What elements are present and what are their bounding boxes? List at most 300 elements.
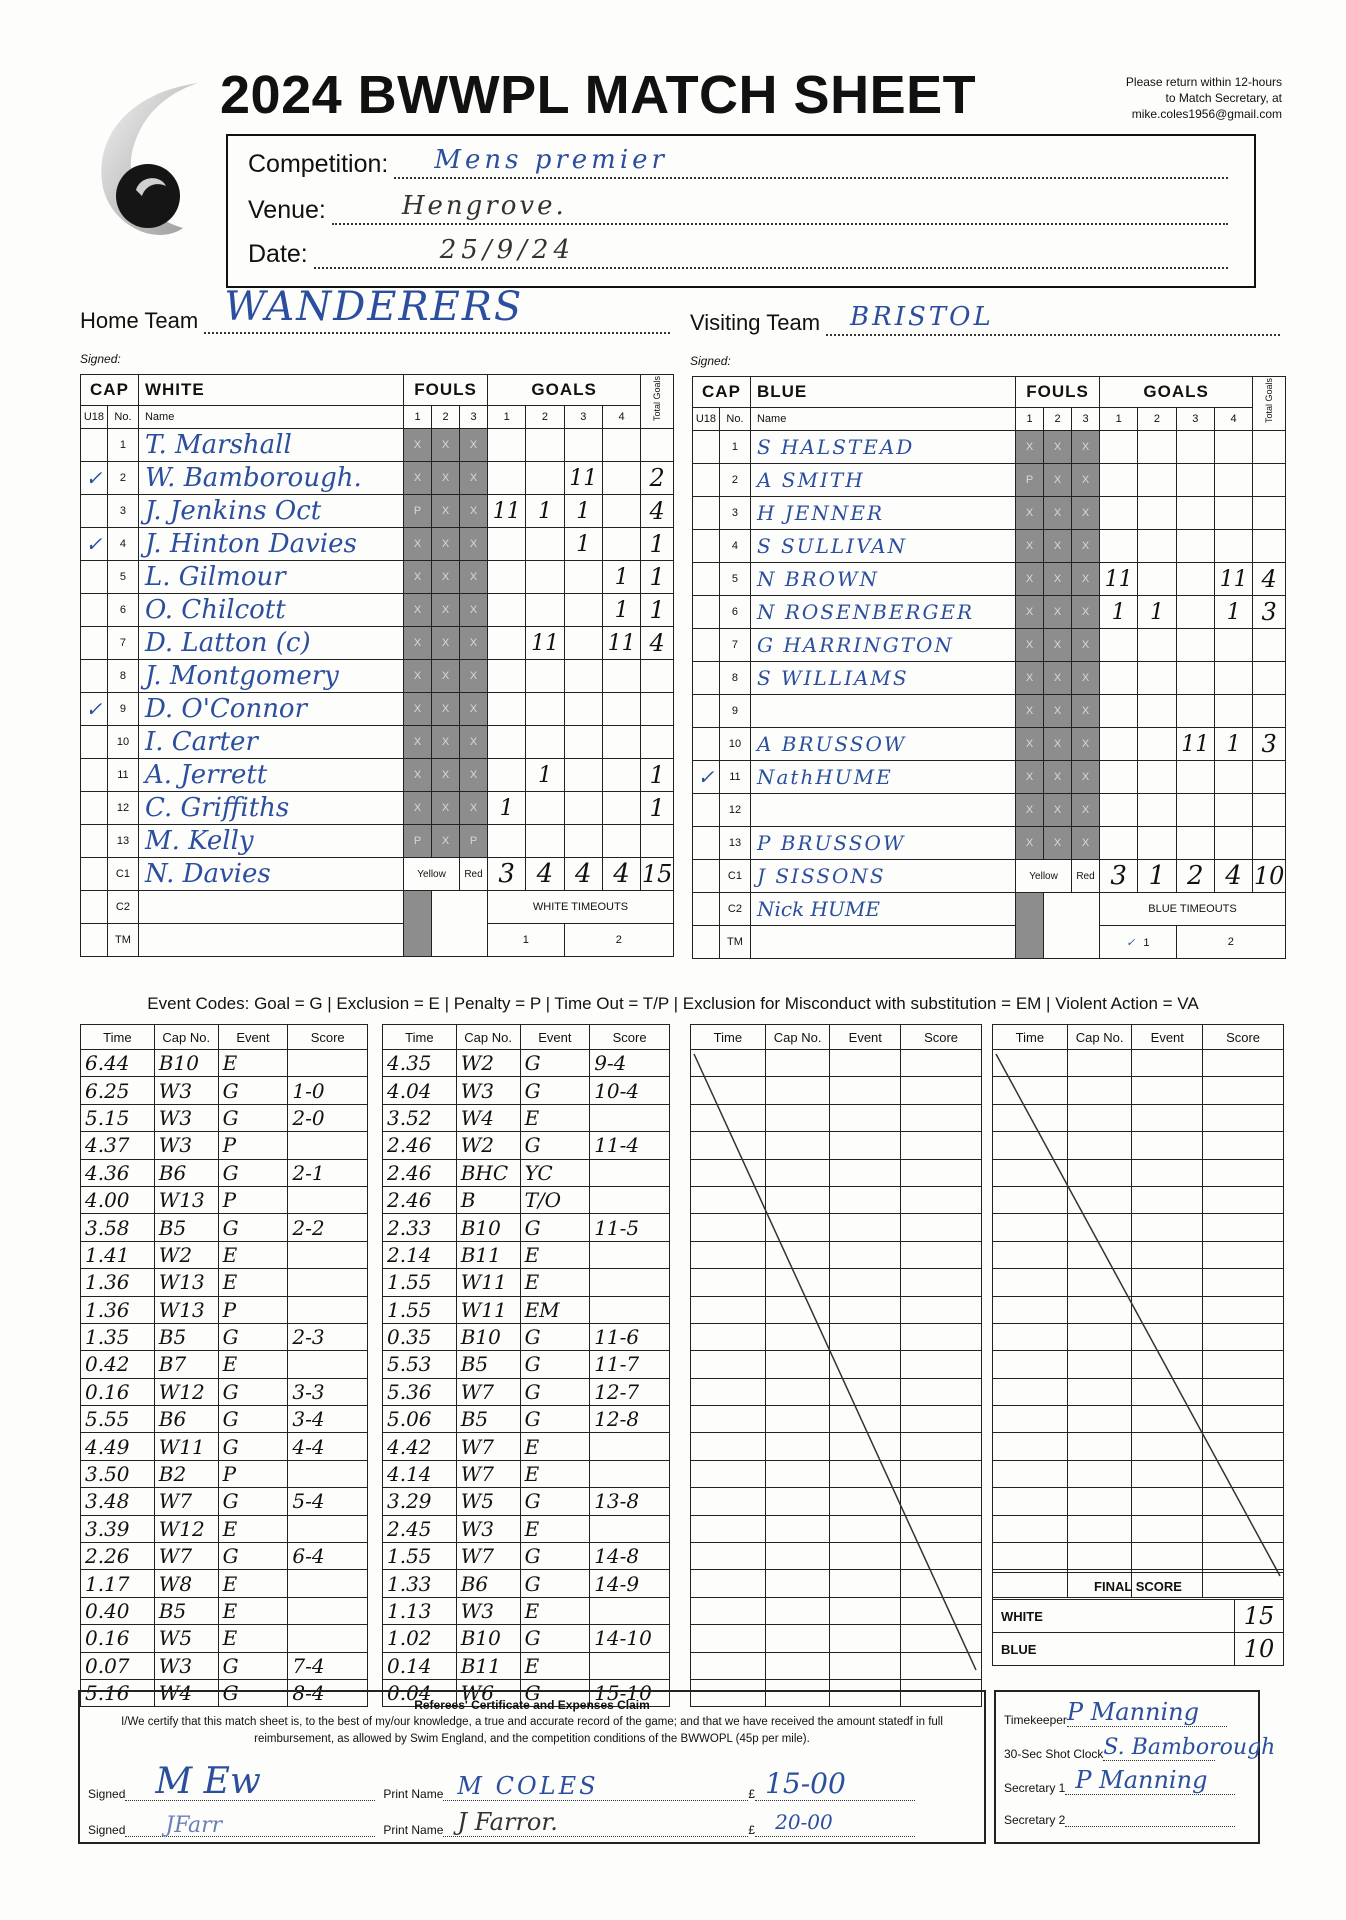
log-time[interactable]: 6.44 — [81, 1050, 155, 1077]
timeout-1-box[interactable]: 1 — [487, 924, 564, 957]
log-time[interactable]: 5.16 — [81, 1679, 155, 1706]
u18-mark[interactable] — [81, 792, 108, 825]
goal-tally-cell[interactable] — [1176, 662, 1214, 695]
foul-cell[interactable]: X — [1044, 431, 1072, 464]
goal-tally-cell[interactable] — [602, 792, 640, 825]
log-score[interactable]: 12-7 — [590, 1378, 670, 1405]
quarter-total[interactable]: 3 — [1099, 860, 1137, 893]
log-time[interactable]: 3.58 — [81, 1214, 155, 1241]
foul-cell[interactable]: X — [404, 792, 432, 825]
log-score[interactable]: 11-5 — [590, 1214, 670, 1241]
log-time[interactable]: 2.46 — [383, 1132, 457, 1159]
goal-tally-cell[interactable] — [1138, 728, 1176, 761]
log-event[interactable]: E — [218, 1351, 288, 1378]
log-event[interactable]: E — [218, 1570, 288, 1597]
log-cap-no[interactable]: W3 — [154, 1132, 218, 1159]
log-event[interactable]: G — [218, 1406, 288, 1433]
log-score[interactable]: 4-4 — [288, 1433, 368, 1460]
player-name[interactable]: A. Jerrett — [138, 759, 403, 792]
log-event[interactable]: E — [520, 1241, 590, 1268]
log-time[interactable]: 1.33 — [383, 1570, 457, 1597]
log-score[interactable] — [288, 1186, 368, 1213]
log-score[interactable]: 6-4 — [288, 1543, 368, 1570]
log-cap-no[interactable]: W7 — [154, 1543, 218, 1570]
goal-tally-cell[interactable] — [487, 726, 525, 759]
goal-tally-cell[interactable] — [487, 462, 525, 495]
goal-tally-cell[interactable] — [1099, 497, 1137, 530]
goal-tally-cell[interactable] — [1138, 464, 1176, 497]
foul-cell[interactable]: X — [432, 594, 460, 627]
log-time[interactable]: 5.36 — [383, 1378, 457, 1405]
foul-cell[interactable]: X — [460, 462, 488, 495]
log-time[interactable]: 1.55 — [383, 1543, 457, 1570]
log-event[interactable]: G — [520, 1488, 590, 1515]
log-cap-no[interactable]: W11 — [456, 1269, 520, 1296]
player-name[interactable]: H JENNER — [750, 497, 1015, 530]
foul-cell[interactable]: X — [404, 528, 432, 561]
foul-cell[interactable]: X — [1016, 794, 1044, 827]
log-score[interactable] — [288, 1296, 368, 1323]
log-time[interactable]: 4.49 — [81, 1433, 155, 1460]
goal-tally-cell[interactable] — [1138, 827, 1176, 860]
player-name[interactable]: I. Carter — [138, 726, 403, 759]
goal-tally-cell[interactable] — [1176, 794, 1214, 827]
goal-tally-cell[interactable]: 11 — [564, 462, 602, 495]
foul-cell[interactable]: X — [432, 660, 460, 693]
log-cap-no[interactable]: W7 — [456, 1378, 520, 1405]
total-goals-cell[interactable] — [1253, 761, 1286, 794]
log-score[interactable]: 2-1 — [288, 1159, 368, 1186]
date-value[interactable]: 25/9/24 — [439, 235, 575, 265]
foul-cell[interactable]: X — [1044, 827, 1072, 860]
referee-2-signature[interactable]: JFarr — [165, 1813, 223, 1838]
player-name[interactable] — [750, 794, 1015, 827]
total-goals-cell[interactable] — [1253, 794, 1286, 827]
log-event[interactable]: P — [218, 1132, 288, 1159]
goal-tally-cell[interactable] — [564, 660, 602, 693]
goal-tally-cell[interactable] — [564, 726, 602, 759]
log-score[interactable] — [590, 1186, 670, 1213]
log-score[interactable]: 8-4 — [288, 1679, 368, 1706]
goal-tally-cell[interactable] — [1099, 761, 1137, 794]
goal-tally-cell[interactable]: 1 — [526, 759, 564, 792]
log-score[interactable]: 13-8 — [590, 1488, 670, 1515]
log-event[interactable]: G — [218, 1323, 288, 1350]
player-name[interactable]: N ROSENBERGER — [750, 596, 1015, 629]
foul-cell[interactable]: X — [1044, 662, 1072, 695]
grand-total[interactable]: 10 — [1253, 860, 1286, 893]
goal-tally-cell[interactable] — [487, 660, 525, 693]
quarter-total[interactable]: 4 — [602, 858, 640, 891]
log-cap-no[interactable]: W8 — [154, 1570, 218, 1597]
goal-tally-cell[interactable] — [564, 561, 602, 594]
goal-tally-cell[interactable] — [602, 693, 640, 726]
log-time[interactable]: 0.07 — [81, 1652, 155, 1679]
log-score[interactable] — [590, 1515, 670, 1542]
foul-cell[interactable]: X — [1016, 827, 1044, 860]
foul-cell[interactable]: X — [1072, 761, 1100, 794]
foul-cell[interactable]: P — [1016, 464, 1044, 497]
quarter-total[interactable]: 4 — [564, 858, 602, 891]
quarter-total[interactable]: 1 — [1138, 860, 1176, 893]
shot-clock-value[interactable]: S. Bamborough — [1103, 1735, 1276, 1760]
foul-cell[interactable]: X — [404, 594, 432, 627]
foul-cell[interactable]: P — [460, 825, 488, 858]
player-name[interactable]: J. Jenkins Oct — [138, 495, 403, 528]
foul-cell[interactable]: X — [1044, 530, 1072, 563]
log-score[interactable]: 11-7 — [590, 1351, 670, 1378]
goal-tally-cell[interactable] — [1099, 794, 1137, 827]
log-cap-no[interactable]: B5 — [456, 1406, 520, 1433]
referee-1-amount[interactable]: 15-00 — [765, 1767, 846, 1800]
log-score[interactable] — [288, 1460, 368, 1487]
u18-mark[interactable] — [693, 464, 720, 497]
total-goals-cell[interactable] — [641, 825, 674, 858]
total-goals-cell[interactable]: 4 — [641, 627, 674, 660]
log-cap-no[interactable]: W13 — [154, 1296, 218, 1323]
foul-cell[interactable]: X — [1044, 629, 1072, 662]
u18-mark[interactable] — [693, 530, 720, 563]
referee-1-print-name[interactable]: M COLES — [457, 1772, 599, 1800]
goal-tally-cell[interactable] — [1099, 695, 1137, 728]
timeout-2-box[interactable]: 2 — [1176, 926, 1285, 959]
log-event[interactable]: G — [520, 1570, 590, 1597]
total-goals-cell[interactable] — [1253, 827, 1286, 860]
log-score[interactable]: 10-4 — [590, 1077, 670, 1104]
log-event[interactable]: E — [520, 1460, 590, 1487]
coach-2-name[interactable] — [138, 891, 403, 924]
log-time[interactable]: 2.45 — [383, 1515, 457, 1542]
log-cap-no[interactable]: B5 — [154, 1323, 218, 1350]
log-event[interactable]: G — [520, 1406, 590, 1433]
log-score[interactable]: 2-2 — [288, 1214, 368, 1241]
goal-tally-cell[interactable]: 1 — [602, 594, 640, 627]
goal-tally-cell[interactable] — [1214, 761, 1252, 794]
goal-tally-cell[interactable] — [1099, 728, 1137, 761]
competition-value[interactable]: Mens premier — [434, 145, 668, 175]
foul-cell[interactable]: X — [460, 726, 488, 759]
goal-tally-cell[interactable]: 11 — [487, 495, 525, 528]
foul-cell[interactable]: X — [1044, 464, 1072, 497]
u18-mark[interactable] — [81, 759, 108, 792]
goal-tally-cell[interactable] — [487, 528, 525, 561]
log-score[interactable]: 14-10 — [590, 1625, 670, 1652]
goal-tally-cell[interactable] — [1138, 794, 1176, 827]
foul-cell[interactable]: X — [432, 429, 460, 462]
log-event[interactable]: G — [218, 1488, 288, 1515]
log-cap-no[interactable]: B — [456, 1186, 520, 1213]
log-time[interactable]: 1.13 — [383, 1597, 457, 1624]
total-goals-cell[interactable] — [641, 693, 674, 726]
total-goals-cell[interactable] — [1253, 464, 1286, 497]
log-score[interactable]: 11-6 — [590, 1323, 670, 1350]
log-event[interactable]: E — [520, 1433, 590, 1460]
log-event[interactable]: G — [218, 1543, 288, 1570]
log-cap-no[interactable]: W7 — [154, 1488, 218, 1515]
log-score[interactable] — [288, 1050, 368, 1077]
final-white-score[interactable]: 15 — [1235, 1600, 1284, 1633]
player-name[interactable]: G HARRINGTON — [750, 629, 1015, 662]
total-goals-cell[interactable]: 4 — [1253, 563, 1286, 596]
u18-mark[interactable] — [81, 561, 108, 594]
foul-cell[interactable]: X — [1016, 530, 1044, 563]
u18-mark[interactable] — [81, 726, 108, 759]
player-name[interactable]: A BRUSSOW — [750, 728, 1015, 761]
log-cap-no[interactable]: W11 — [456, 1296, 520, 1323]
u18-mark[interactable] — [81, 627, 108, 660]
log-score[interactable] — [288, 1241, 368, 1268]
log-cap-no[interactable]: W3 — [456, 1597, 520, 1624]
total-goals-cell[interactable] — [641, 726, 674, 759]
u18-mark[interactable] — [81, 825, 108, 858]
log-event[interactable]: P — [218, 1296, 288, 1323]
total-goals-cell[interactable]: 1 — [641, 792, 674, 825]
player-name[interactable]: L. Gilmour — [138, 561, 403, 594]
goal-tally-cell[interactable]: 1 — [1214, 596, 1252, 629]
log-time[interactable]: 2.14 — [383, 1241, 457, 1268]
goal-tally-cell[interactable] — [526, 660, 564, 693]
log-time[interactable]: 1.35 — [81, 1323, 155, 1350]
foul-cell[interactable]: X — [1016, 563, 1044, 596]
coach-1-name[interactable]: J SISSONS — [750, 860, 1015, 893]
referee-2-amount[interactable]: 20-00 — [775, 1810, 833, 1834]
goal-tally-cell[interactable] — [526, 429, 564, 462]
goal-tally-cell[interactable] — [564, 594, 602, 627]
log-cap-no[interactable]: B5 — [154, 1214, 218, 1241]
log-time[interactable]: 5.53 — [383, 1351, 457, 1378]
foul-cell[interactable]: X — [460, 693, 488, 726]
log-event[interactable]: E — [520, 1597, 590, 1624]
log-score[interactable] — [288, 1351, 368, 1378]
foul-cell[interactable]: X — [1016, 695, 1044, 728]
quarter-total[interactable]: 3 — [487, 858, 525, 891]
log-time[interactable]: 0.04 — [383, 1679, 457, 1706]
log-cap-no[interactable]: B10 — [154, 1050, 218, 1077]
log-time[interactable]: 0.40 — [81, 1597, 155, 1624]
log-event[interactable]: YC — [520, 1159, 590, 1186]
total-goals-cell[interactable] — [1253, 497, 1286, 530]
player-name[interactable]: N BROWN — [750, 563, 1015, 596]
player-name[interactable]: W. Bamborough. — [138, 462, 403, 495]
goal-tally-cell[interactable] — [1099, 827, 1137, 860]
total-goals-cell[interactable]: 3 — [1253, 728, 1286, 761]
log-event[interactable]: G — [218, 1679, 288, 1706]
total-goals-cell[interactable] — [1253, 662, 1286, 695]
log-event[interactable]: G — [520, 1351, 590, 1378]
log-cap-no[interactable]: B11 — [456, 1241, 520, 1268]
goal-tally-cell[interactable]: 1 — [526, 495, 564, 528]
goal-tally-cell[interactable] — [1138, 431, 1176, 464]
log-score[interactable] — [590, 1241, 670, 1268]
foul-cell[interactable]: X — [460, 561, 488, 594]
foul-cell[interactable]: X — [1072, 728, 1100, 761]
timeout-1-box[interactable]: ✓ 1 — [1099, 926, 1176, 959]
goal-tally-cell[interactable] — [602, 429, 640, 462]
log-cap-no[interactable]: B6 — [154, 1159, 218, 1186]
goal-tally-cell[interactable] — [526, 825, 564, 858]
log-time[interactable]: 3.52 — [383, 1104, 457, 1131]
foul-cell[interactable]: X — [432, 792, 460, 825]
u18-mark[interactable] — [693, 629, 720, 662]
foul-cell[interactable]: X — [1044, 695, 1072, 728]
goal-tally-cell[interactable] — [1176, 827, 1214, 860]
goal-tally-cell[interactable] — [602, 660, 640, 693]
player-name[interactable] — [750, 695, 1015, 728]
log-time[interactable]: 3.48 — [81, 1488, 155, 1515]
log-cap-no[interactable]: W2 — [456, 1132, 520, 1159]
total-goals-cell[interactable] — [641, 660, 674, 693]
foul-cell[interactable]: X — [460, 528, 488, 561]
foul-cell[interactable]: X — [460, 660, 488, 693]
log-event[interactable]: G — [520, 1050, 590, 1077]
goal-tally-cell[interactable]: 11 — [602, 627, 640, 660]
goal-tally-cell[interactable] — [526, 726, 564, 759]
log-event[interactable]: E — [218, 1597, 288, 1624]
foul-cell[interactable]: X — [1016, 629, 1044, 662]
log-time[interactable]: 4.00 — [81, 1186, 155, 1213]
log-score[interactable]: 14-9 — [590, 1570, 670, 1597]
quarter-total[interactable]: 2 — [1176, 860, 1214, 893]
log-cap-no[interactable]: B5 — [456, 1351, 520, 1378]
u18-mark[interactable]: ✓ — [693, 761, 720, 794]
foul-cell[interactable]: X — [1072, 794, 1100, 827]
foul-cell[interactable]: X — [1072, 827, 1100, 860]
foul-cell[interactable]: X — [1072, 464, 1100, 497]
log-score[interactable] — [288, 1132, 368, 1159]
log-event[interactable]: G — [520, 1625, 590, 1652]
log-event[interactable]: T/O — [520, 1186, 590, 1213]
log-time[interactable]: 1.55 — [383, 1296, 457, 1323]
log-cap-no[interactable]: W11 — [154, 1433, 218, 1460]
player-name[interactable]: C. Griffiths — [138, 792, 403, 825]
goal-tally-cell[interactable] — [1099, 431, 1137, 464]
goal-tally-cell[interactable] — [1214, 464, 1252, 497]
foul-cell[interactable]: X — [1072, 695, 1100, 728]
foul-cell[interactable]: X — [1044, 596, 1072, 629]
foul-cell[interactable]: X — [1016, 728, 1044, 761]
log-score[interactable] — [590, 1104, 670, 1131]
u18-mark[interactable] — [81, 660, 108, 693]
log-event[interactable]: G — [218, 1159, 288, 1186]
log-cap-no[interactable]: W3 — [154, 1652, 218, 1679]
goal-tally-cell[interactable] — [526, 561, 564, 594]
goal-tally-cell[interactable] — [487, 693, 525, 726]
goal-tally-cell[interactable] — [487, 759, 525, 792]
log-cap-no[interactable]: B6 — [154, 1406, 218, 1433]
log-cap-no[interactable]: W2 — [154, 1241, 218, 1268]
foul-cell[interactable]: X — [404, 462, 432, 495]
log-event[interactable]: G — [520, 1543, 590, 1570]
timekeeper-value[interactable]: P Manning — [1066, 1698, 1199, 1726]
log-cap-no[interactable]: B5 — [154, 1597, 218, 1624]
foul-cell[interactable]: X — [460, 792, 488, 825]
log-cap-no[interactable]: B10 — [456, 1214, 520, 1241]
log-cap-no[interactable]: W3 — [456, 1077, 520, 1104]
goal-tally-cell[interactable]: 1 — [564, 528, 602, 561]
foul-cell[interactable]: X — [432, 495, 460, 528]
log-time[interactable]: 4.42 — [383, 1433, 457, 1460]
goal-tally-cell[interactable] — [526, 693, 564, 726]
player-name[interactable]: S SULLIVAN — [750, 530, 1015, 563]
goal-tally-cell[interactable] — [1214, 827, 1252, 860]
goal-tally-cell[interactable] — [1214, 530, 1252, 563]
home-team-value[interactable]: WANDERERS — [224, 284, 524, 330]
goal-tally-cell[interactable]: 11 — [1176, 728, 1214, 761]
log-cap-no[interactable]: W3 — [154, 1077, 218, 1104]
foul-cell[interactable]: X — [432, 825, 460, 858]
log-time[interactable]: 1.02 — [383, 1625, 457, 1652]
grand-total[interactable]: 15 — [641, 858, 674, 891]
log-event[interactable]: G — [218, 1652, 288, 1679]
goal-tally-cell[interactable] — [487, 429, 525, 462]
log-time[interactable]: 1.17 — [81, 1570, 155, 1597]
total-goals-cell[interactable] — [1253, 695, 1286, 728]
u18-mark[interactable]: ✓ — [81, 528, 108, 561]
goal-tally-cell[interactable]: 1 — [487, 792, 525, 825]
goal-tally-cell[interactable] — [1138, 563, 1176, 596]
foul-cell[interactable]: X — [404, 759, 432, 792]
log-time[interactable]: 0.16 — [81, 1625, 155, 1652]
u18-mark[interactable] — [693, 431, 720, 464]
goal-tally-cell[interactable] — [564, 759, 602, 792]
log-event[interactable]: G — [520, 1323, 590, 1350]
log-score[interactable]: 3-3 — [288, 1378, 368, 1405]
log-event[interactable]: E — [520, 1515, 590, 1542]
goal-tally-cell[interactable] — [1176, 497, 1214, 530]
goal-tally-cell[interactable] — [1099, 464, 1137, 497]
goal-tally-cell[interactable] — [1099, 629, 1137, 662]
log-event[interactable]: P — [218, 1460, 288, 1487]
log-event[interactable]: E — [520, 1652, 590, 1679]
u18-mark[interactable] — [693, 794, 720, 827]
goal-tally-cell[interactable]: 1 — [1214, 728, 1252, 761]
foul-cell[interactable]: X — [1072, 530, 1100, 563]
u18-mark[interactable] — [693, 827, 720, 860]
goal-tally-cell[interactable] — [1138, 497, 1176, 530]
foul-cell[interactable]: X — [1072, 596, 1100, 629]
goal-tally-cell[interactable] — [1176, 563, 1214, 596]
foul-cell[interactable]: X — [460, 759, 488, 792]
u18-mark[interactable] — [693, 563, 720, 596]
log-cap-no[interactable]: W12 — [154, 1378, 218, 1405]
log-cap-no[interactable]: W7 — [456, 1543, 520, 1570]
log-time[interactable]: 1.41 — [81, 1241, 155, 1268]
player-name[interactable]: J. Hinton Davies — [138, 528, 403, 561]
foul-cell[interactable]: X — [1072, 431, 1100, 464]
goal-tally-cell[interactable] — [1138, 761, 1176, 794]
log-event[interactable]: G — [218, 1378, 288, 1405]
foul-cell[interactable]: X — [1072, 629, 1100, 662]
quarter-total[interactable]: 4 — [526, 858, 564, 891]
foul-cell[interactable]: X — [1044, 497, 1072, 530]
log-score[interactable]: 14-8 — [590, 1543, 670, 1570]
log-cap-no[interactable]: B10 — [456, 1323, 520, 1350]
foul-cell[interactable]: X — [404, 726, 432, 759]
log-time[interactable]: 4.04 — [383, 1077, 457, 1104]
log-time[interactable]: 0.35 — [383, 1323, 457, 1350]
log-score[interactable]: 2-3 — [288, 1323, 368, 1350]
goal-tally-cell[interactable]: 1 — [602, 561, 640, 594]
referee-1-signature[interactable]: M Ew — [155, 1761, 261, 1802]
log-time[interactable]: 2.46 — [383, 1159, 457, 1186]
player-name[interactable]: P BRUSSOW — [750, 827, 1015, 860]
log-time[interactable]: 5.06 — [383, 1406, 457, 1433]
goal-tally-cell[interactable] — [1176, 761, 1214, 794]
foul-cell[interactable]: P — [404, 495, 432, 528]
player-name[interactable]: NathHUME — [750, 761, 1015, 794]
log-event[interactable]: P — [218, 1186, 288, 1213]
total-goals-cell[interactable]: 1 — [641, 759, 674, 792]
